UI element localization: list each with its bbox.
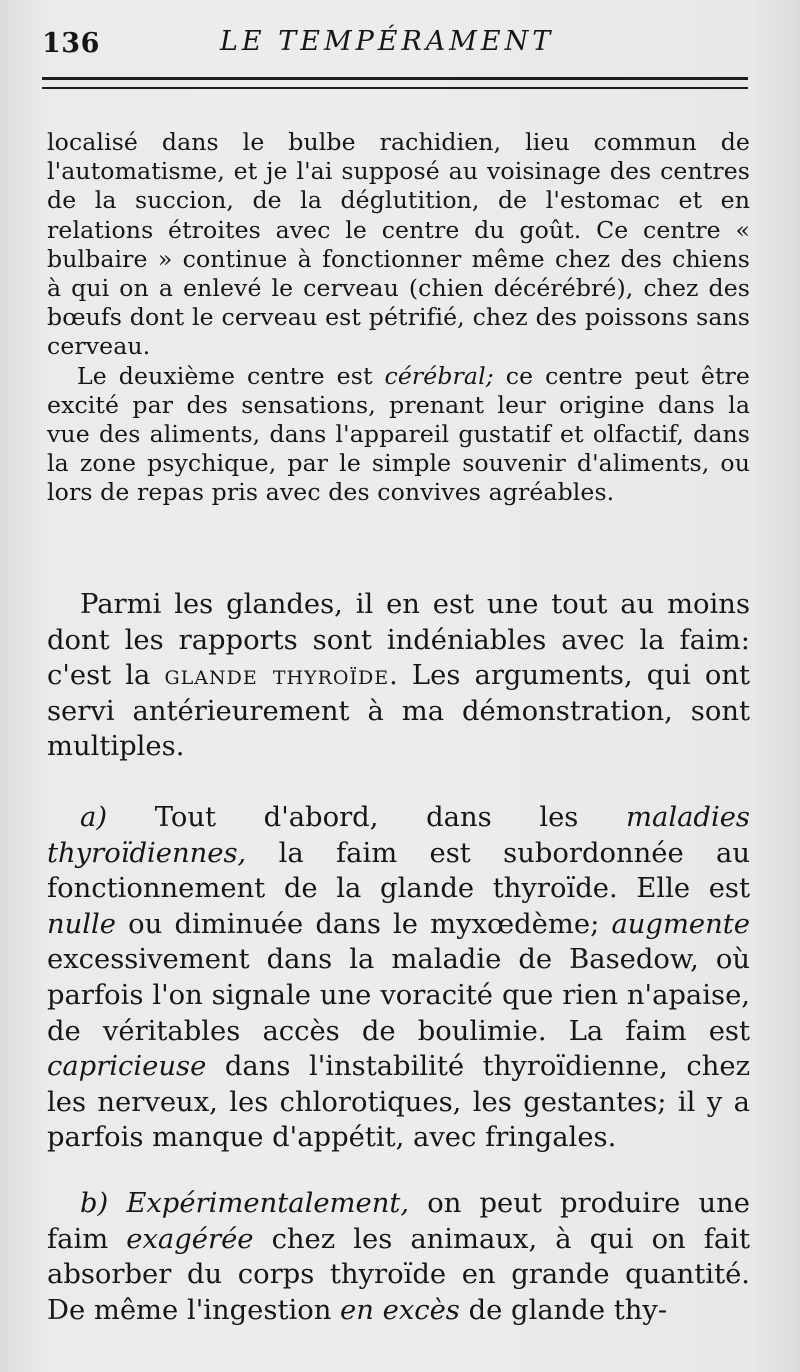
para-text: dans l'instabilité thyroïdienne, chez les nerveux, les chlorotiques, les gestantes; il y a parfois manque d'appétit, avec fringales. bbox=[47, 1051, 750, 1154]
para-text: chez les animaux, à qui on fait absorber du corps thyroïde en grande quantité. De même l'ingestion bbox=[47, 1223, 750, 1326]
para-emphasis: Expérimentalement, bbox=[108, 1188, 410, 1219]
para-text: la faim est subordonnée au fonctionnement de la glande thyroïde. Elle est bbox=[47, 837, 750, 905]
header-rule-thick bbox=[42, 77, 748, 80]
list-marker-b: b) bbox=[80, 1188, 109, 1219]
page-number: 136 bbox=[42, 28, 100, 59]
para-text: excessivement dans la maladie de Basedow, où parfois l'on signale une voracité que rien n'apaise, de véritables accès de boulimie. La faim est bbox=[47, 944, 750, 1047]
running-title: LE TEMPÉRAMENT bbox=[220, 26, 555, 57]
paragraph-thyroid-gland bbox=[47, 587, 750, 765]
para-text: Le deuxième centre est bbox=[77, 361, 385, 390]
para-text: ce centre peut être excité par des sensations, prenant leur origine dans la vue des aliments, dans l'appareil gustatif et olfactif, dans la zone psychique, par le simple souvenir d'aliments, ou lors de repas pris avec des convives agréables. bbox=[47, 361, 750, 507]
para-text: ou diminuée dans le myxœdème; bbox=[116, 908, 612, 940]
para-text: . Les arguments, qui ont servi antérieurement à ma démonstration, sont multiples. bbox=[47, 660, 750, 763]
para-text: de glande thy- bbox=[459, 1294, 668, 1326]
small-caps-term: glande thyroïde bbox=[164, 660, 390, 692]
paragraph-cerebral-center bbox=[47, 362, 750, 508]
para-emphasis: cérébral; bbox=[384, 361, 494, 390]
paragraph-b-experimental bbox=[47, 1186, 750, 1328]
para-text: Parmi les glandes, il en est une tout au moins dont les rapports sont indéniables avec la faim: c'est la bbox=[47, 589, 750, 692]
para-emphasis: augmente bbox=[611, 908, 750, 940]
paragraph-a-thyroid-diseases bbox=[47, 800, 750, 1156]
small-print-block bbox=[47, 128, 750, 508]
list-marker-a: a) bbox=[80, 802, 108, 833]
paragraph-continuation: localisé dans le bulbe rachidien, lieu commun de l'automatisme, et je l'ai supposé au voisinage des centres de la succion, de la déglutition, de l'estomac et en relations étroites avec le centre du goût. Ce centre « bulbaire » continue à fonctionner même chez des chiens à qui on a enlevé le cerveau (chien décérébré), chez des bœufs dont le cerveau est pétrifié, chez des poissons sans cerveau. bbox=[47, 128, 750, 361]
para-text: on peut produire une faim bbox=[47, 1188, 750, 1255]
para-emphasis: nulle bbox=[47, 908, 117, 940]
para-emphasis: exagérée bbox=[126, 1223, 254, 1255]
page-header bbox=[42, 22, 750, 62]
para-emphasis: en excès bbox=[340, 1294, 460, 1326]
para-text: Tout d'abord, dans les bbox=[107, 802, 627, 833]
para-emphasis: capricieuse bbox=[47, 1051, 207, 1083]
header-rule-thin bbox=[42, 87, 748, 89]
para-emphasis: maladies thyroïdiennes, bbox=[47, 802, 750, 869]
